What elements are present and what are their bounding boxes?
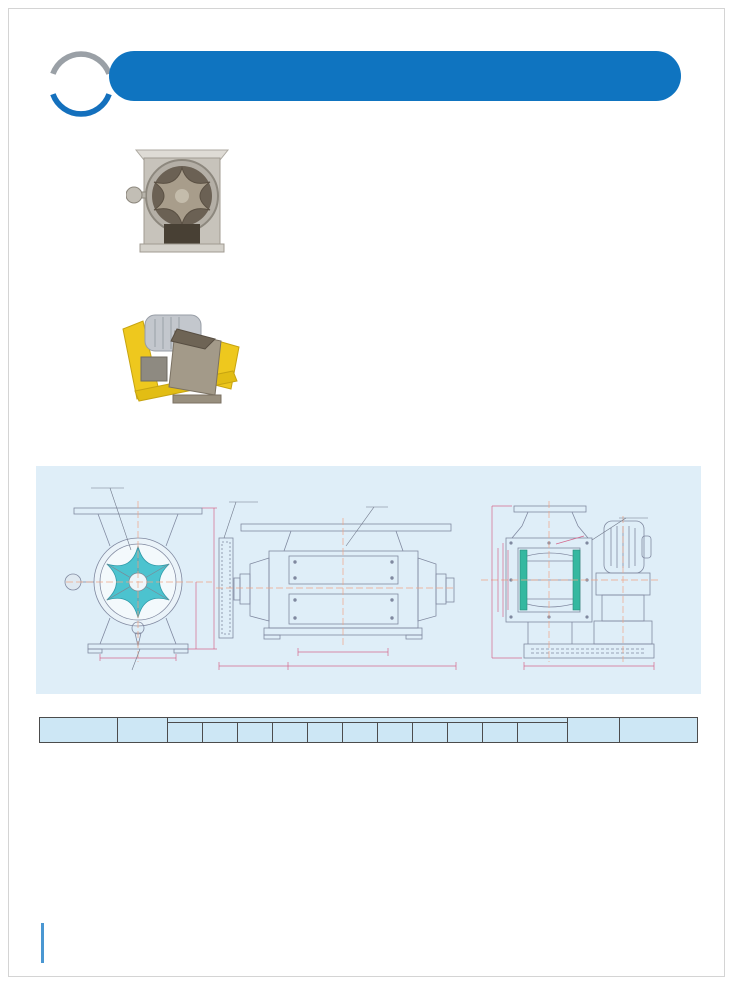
product-photo-steel-valve xyxy=(126,144,238,272)
col-type xyxy=(40,718,118,743)
spec-table xyxy=(39,717,698,743)
col-dim xyxy=(168,723,203,743)
dh-logo xyxy=(45,47,117,119)
col-dim xyxy=(413,723,448,743)
col-dim xyxy=(238,723,273,743)
product-photo-chain-drive-valve xyxy=(113,299,261,417)
technical-drawing xyxy=(36,466,701,694)
col-dim xyxy=(378,723,413,743)
col-dim xyxy=(448,723,483,743)
logo-arc-gray xyxy=(53,54,109,74)
col-dim xyxy=(483,723,518,743)
catalog-page xyxy=(8,8,725,977)
col-speed xyxy=(568,718,620,743)
col-power xyxy=(620,718,698,743)
header-banner xyxy=(109,51,681,101)
col-volume xyxy=(118,718,168,743)
col-dim xyxy=(203,723,238,743)
col-dim xyxy=(273,723,308,743)
text-column xyxy=(331,127,705,149)
col-dim xyxy=(343,723,378,743)
col-dim xyxy=(308,723,343,743)
col-dim xyxy=(518,723,568,743)
footer-accent-bar xyxy=(41,923,44,963)
logo-arc-blue xyxy=(53,94,109,114)
